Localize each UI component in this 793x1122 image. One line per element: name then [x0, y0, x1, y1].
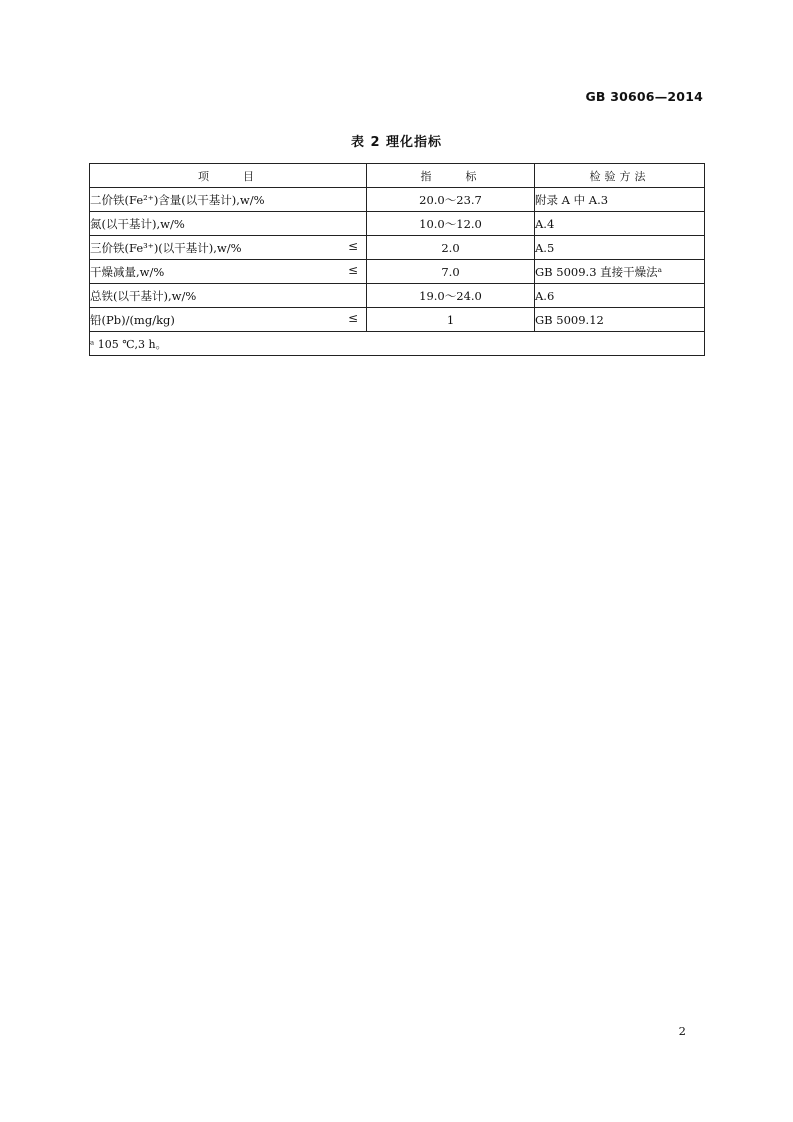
physicochemical-table [89, 163, 705, 356]
row-item-label: 氮(以干基计),w/% [90, 216, 185, 231]
table-row [90, 212, 705, 236]
table-caption: 表 2 理化指标 [350, 135, 443, 150]
row-value: 19.0～24.0 [367, 284, 535, 308]
column-header-item: 项 目 [90, 164, 367, 188]
row-limit-symbol: ≤ [347, 311, 358, 325]
column-header-method: 检验方法 [535, 164, 705, 188]
row-item [90, 188, 367, 212]
column-header-index: 指 标 [367, 164, 535, 188]
row-value: 2.0 [367, 236, 535, 260]
table-row [90, 188, 705, 212]
row-item-label: 三价铁(Fe³⁺)(以干基计),w/% [90, 240, 242, 255]
standard-number: GB 30606—2014 [585, 89, 703, 104]
table-footnote: ᵃ 105 ℃,3 h。 [90, 332, 705, 356]
table-row [90, 284, 705, 308]
page-number: 2 [678, 1024, 686, 1038]
table-row [90, 308, 705, 332]
row-method: A.6 [535, 284, 705, 308]
row-item-label: 干燥减量,w/% [90, 264, 165, 279]
row-item-label: 铅(Pb)/(mg/kg) [90, 312, 175, 327]
row-method: A.4 [535, 212, 705, 236]
row-limit-symbol: ≤ [347, 239, 358, 253]
row-item-label: 二价铁(Fe²⁺)含量(以干基计),w/% [90, 192, 265, 207]
row-value: 1 [367, 308, 535, 332]
row-method: GB 5009.12 [535, 308, 705, 332]
table-row [90, 236, 705, 260]
table-row [90, 260, 705, 284]
row-method: A.5 [535, 236, 705, 260]
row-item [90, 260, 367, 284]
row-method: 附录 A 中 A.3 [535, 188, 705, 212]
row-limit-symbol: ≤ [347, 263, 358, 277]
table-header-row [90, 164, 705, 188]
row-item [90, 284, 367, 308]
table-footnote-row [90, 332, 705, 356]
row-value: 20.0～23.7 [367, 188, 535, 212]
row-item [90, 308, 367, 332]
row-value: 7.0 [367, 260, 535, 284]
row-method: GB 5009.3 直接干燥法ᵃ [535, 260, 705, 284]
row-item-label: 总铁(以干基计),w/% [90, 288, 197, 303]
row-value: 10.0～12.0 [367, 212, 535, 236]
row-item [90, 236, 367, 260]
row-item [90, 212, 367, 236]
